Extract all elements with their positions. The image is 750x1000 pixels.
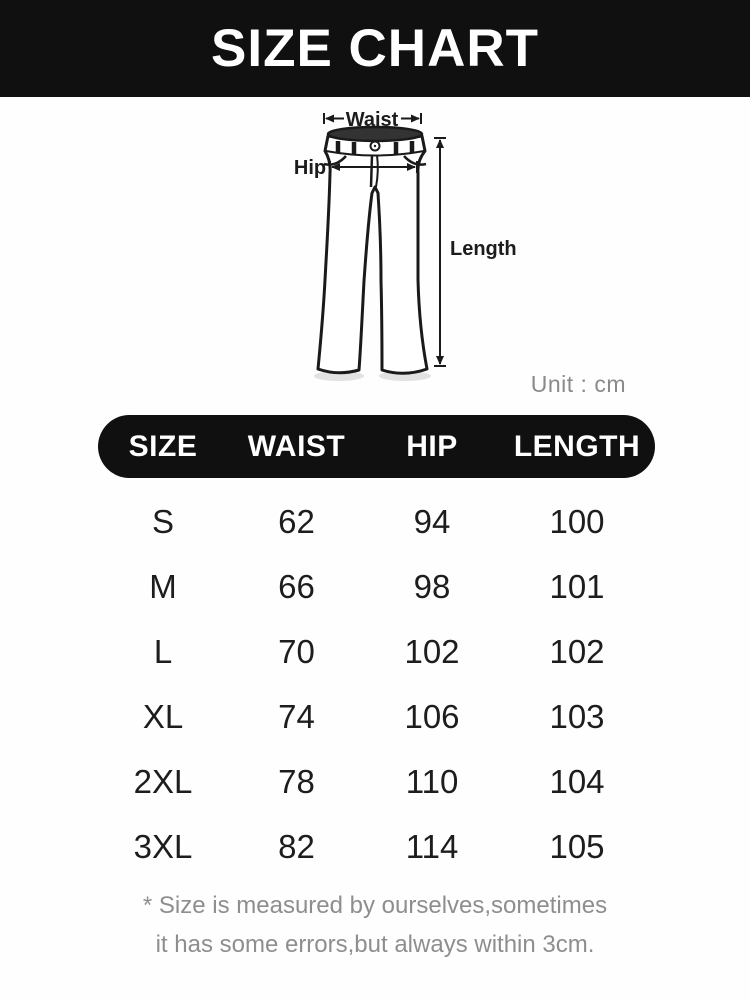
length-value: 100 — [549, 502, 605, 540]
page-title: SIZE CHART — [211, 19, 539, 78]
size-value: L — [153, 632, 173, 670]
column-header-size: SIZE — [128, 429, 198, 463]
length-value: 101 — [549, 567, 605, 605]
hip-value: 110 — [405, 762, 459, 800]
title-bar — [0, 0, 750, 97]
size-value: 2XL — [133, 762, 193, 800]
table-row — [98, 749, 655, 814]
column-header-length: LENGTH — [513, 429, 641, 463]
disclaimer-line-2: it has some errors,but always within 3cm. — [155, 931, 595, 958]
unit-note: Unit : cm — [530, 371, 626, 397]
hip-value: 102 — [404, 632, 460, 670]
waist-value: 62 — [278, 502, 315, 540]
waist-value: 78 — [278, 762, 315, 800]
size-value: S — [151, 502, 174, 540]
table-row — [98, 619, 655, 684]
table-row — [98, 684, 655, 749]
length-value: 104 — [549, 762, 605, 800]
length-value: 102 — [549, 632, 605, 670]
length-label: Length — [450, 238, 517, 260]
table-row — [98, 554, 655, 619]
waist-value: 70 — [278, 632, 315, 670]
table-row — [98, 489, 655, 554]
size-value: XL — [142, 697, 184, 735]
length-arrow — [434, 138, 446, 366]
size-table-body — [98, 489, 655, 879]
waist-value: 82 — [278, 827, 315, 865]
pants-measurement-diagram — [258, 103, 530, 395]
size-value: M — [149, 567, 177, 605]
hip-value: 106 — [404, 697, 460, 735]
waist-label: Waist — [345, 109, 399, 131]
column-header-waist: WAIST — [247, 429, 346, 463]
hip-label: Hip — [293, 157, 327, 179]
hip-value: 94 — [413, 502, 451, 540]
column-header-hip: HIP — [406, 429, 458, 463]
hip-value: 98 — [413, 567, 451, 605]
size-table-header — [98, 415, 655, 478]
pants-line-art — [318, 127, 427, 373]
length-value: 105 — [549, 827, 605, 865]
waist-value: 74 — [278, 697, 315, 735]
size-value: 3XL — [133, 827, 193, 865]
disclaimer-note — [0, 886, 750, 964]
length-value: 103 — [549, 697, 605, 735]
waist-value: 66 — [278, 567, 315, 605]
hip-value: 114 — [405, 827, 459, 865]
table-row — [98, 814, 655, 879]
disclaimer-line-1: * Size is measured by ourselves,sometimes — [142, 892, 608, 919]
